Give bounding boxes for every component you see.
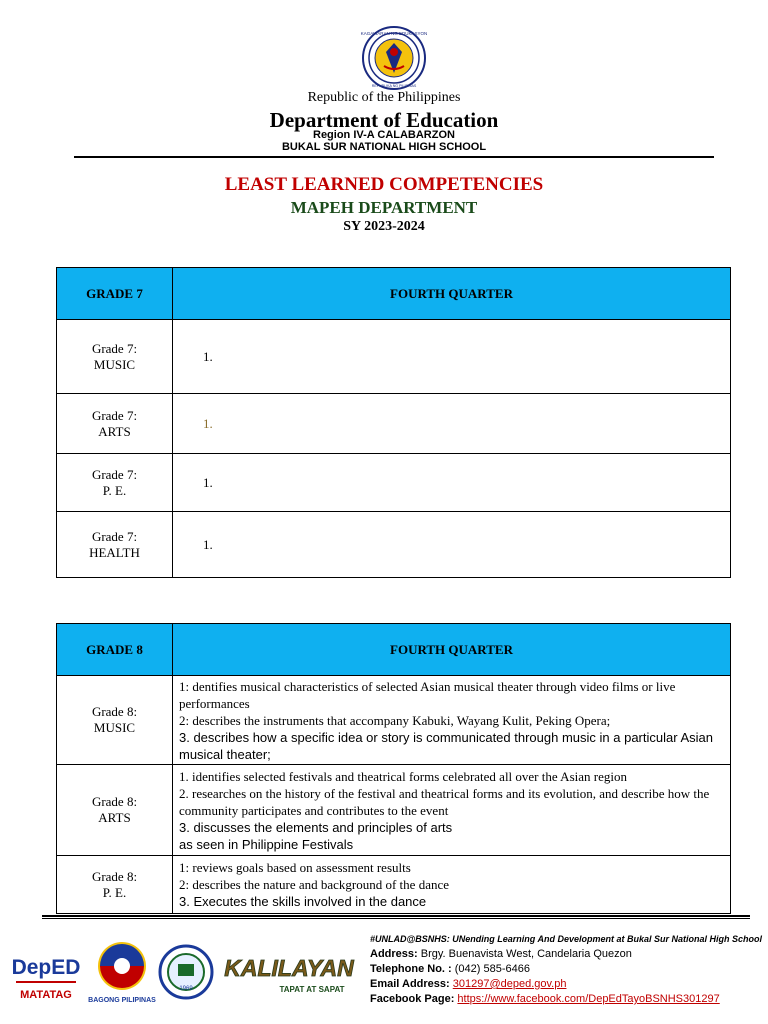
address-line: Address: Brgy. Buenavista West, Candelaria Quezon	[370, 948, 632, 960]
competency-cell: 1: dentifies musical characteristics of selected Asian musical theater through video films or live performances 2: describes the instruments that accompany Kabuki, Wayang Kulit, Peking Opera; 3. describes how a specific idea or story is communicated through music in a particular Asian musical theater;	[173, 676, 731, 765]
table-header-row	[57, 268, 731, 320]
email-link[interactable]: 301297@deped.gov.ph	[452, 978, 567, 990]
school-seal-icon	[158, 940, 214, 1004]
kalilayan-sub-text: TAPAT AT SAPAT	[279, 985, 345, 994]
deped-matatag-logo-icon	[10, 940, 82, 1006]
facebook-link[interactable]: https://www.facebook.com/DepEdTayoBSNHS301297	[457, 993, 720, 1005]
subject-cell: Grade 7: MUSIC	[57, 320, 173, 394]
table-row	[57, 676, 731, 765]
seal-bottom-text: REPUBLIKA NG PILIPINAS	[371, 84, 417, 88]
competency-cell: 1.	[173, 512, 731, 578]
school-seal-year: 1969	[179, 986, 193, 992]
kalilayan-text: KALILAYAN	[224, 955, 354, 981]
facebook-line: Facebook Page: https://www.facebook.com/DepEdTayoBSNHS301297	[370, 993, 720, 1005]
grade7-header: GRADE 7	[57, 268, 173, 320]
table-row	[57, 512, 731, 578]
matatag-text: MATATAG	[20, 989, 72, 1001]
deped-seal-icon	[358, 26, 430, 90]
phone-line: Telephone No. : (042) 585-6466	[370, 963, 530, 975]
page-title: LEAST LEARNED COMPETENCIES	[224, 174, 544, 195]
republic-text: Republic of the Philippines	[307, 90, 461, 105]
department-subtitle: MAPEH DEPARTMENT	[290, 198, 478, 217]
competency-cell: 1.	[173, 394, 731, 454]
subject-cell: Grade 7: HEALTH	[57, 512, 173, 578]
competency-cell: 1: reviews goals based on assessment results 2: describes the nature and background of the dance 3. Executes the skills involved in the dance	[173, 856, 731, 914]
grade7-table	[56, 267, 731, 578]
kalilayan-logo-icon	[216, 950, 362, 1000]
table-row	[57, 320, 731, 394]
subject-cell: Grade 8: ARTS	[57, 765, 173, 856]
table-row	[57, 765, 731, 856]
grade8-header: GRADE 8	[57, 624, 173, 676]
quarter-header: FOURTH QUARTER	[173, 624, 731, 676]
table-row	[57, 856, 731, 914]
bagong-pilipinas-logo-icon	[86, 936, 158, 1006]
footer-divider	[42, 915, 750, 917]
subject-cell: Grade 8: P. E.	[57, 856, 173, 914]
region-text: Region IV-A CALABARZON	[313, 129, 455, 141]
grade8-table	[56, 623, 731, 914]
table-row	[57, 454, 731, 512]
contact-block	[370, 932, 762, 1007]
school-year: SY 2023-2024	[343, 219, 425, 234]
quarter-header: FOURTH QUARTER	[173, 268, 731, 320]
competency-cell: 1.	[173, 320, 731, 394]
department-title: Department of Education	[269, 108, 499, 132]
seal-ring-text: KAGAWARAN NG EDUKASYON	[360, 31, 428, 36]
table-header-row	[57, 624, 731, 676]
competency-cell: 1. identifies selected festivals and theatrical forms celebrated all over the Asian region 2. researches on the history of the festival and theatrical forms and its evolution, and describe how the community participates and contributes to the event 3. discusses the elements and principles of arts as seen in Philippine Festivals	[173, 765, 731, 856]
header-divider	[74, 156, 714, 158]
deped-logo-text: DepED	[11, 956, 81, 979]
subject-cell: Grade 7: P. E.	[57, 454, 173, 512]
email-line: Email Address: 301297@deped.gov.ph	[370, 978, 567, 990]
footer-divider-thin	[42, 918, 750, 919]
subject-cell: Grade 8: MUSIC	[57, 676, 173, 765]
footer-tagline: #UNLAD@BSNHS: UNending Learning And Development at Bukal Sur National High School	[370, 934, 762, 944]
bagong-pilipinas-text: BAGONG PILIPINAS	[88, 997, 156, 1004]
competency-cell: 1.	[173, 454, 731, 512]
subject-cell: Grade 7: ARTS	[57, 394, 173, 454]
school-name: BUKAL SUR NATIONAL HIGH SCHOOL	[281, 141, 487, 153]
table-row	[57, 394, 731, 454]
